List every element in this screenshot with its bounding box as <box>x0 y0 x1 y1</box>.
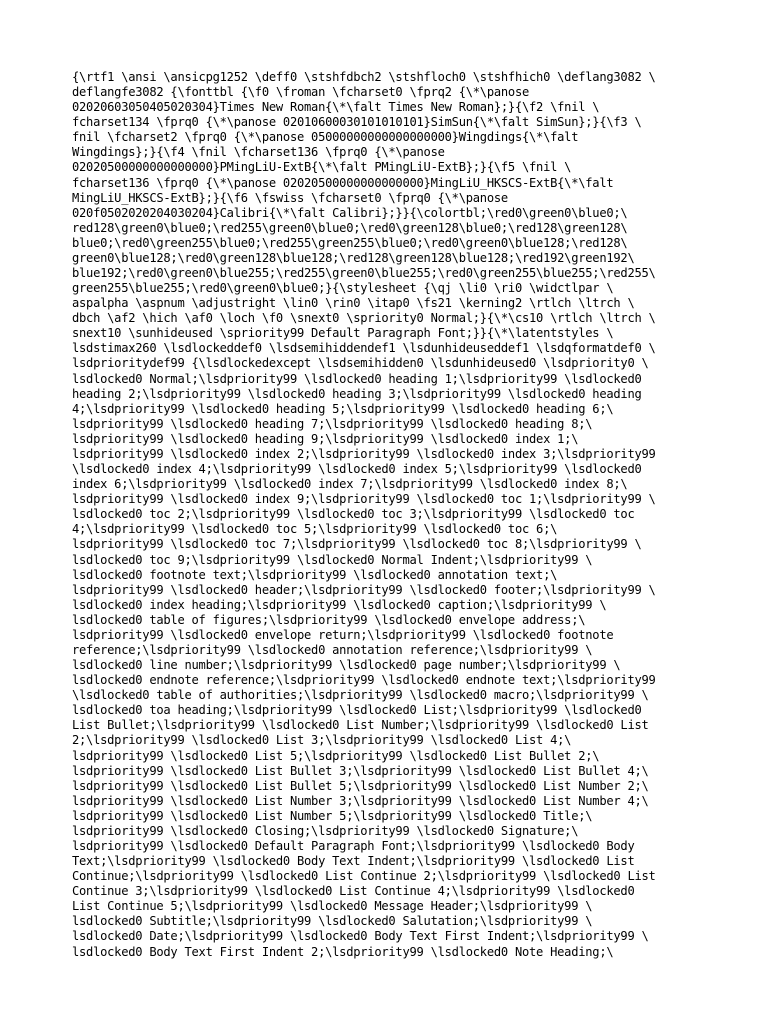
text-line: lsdpriority99 \lsdlocked0 index 9;\lsdpriority99 \lsdlocked0 toc 1;\lsdpriority99 \ <box>72 492 656 507</box>
text-line: lsdlocked0 toc 2;\lsdpriority99 \lsdlocked0 toc 3;\lsdpriority99 \lsdlocked0 toc <box>72 507 635 522</box>
text-line: lsdpriority99 \lsdlocked0 Default Paragraph Font;\lsdpriority99 \lsdlocked0 Body <box>72 838 635 853</box>
text-line: lsdpriority99 \lsdlocked0 Closing;\lsdpriority99 \lsdlocked0 Signature;\ <box>72 823 579 838</box>
text-line: lsdprioritydef99 {\lsdlockedexcept \lsdsemihidden0 \lsdunhideused0 \lsdpriority0 \ <box>72 356 649 371</box>
text-line: 02020500000000000000}PMingLiU-ExtB{\*\falt PMingLiU-ExtB};}{\f5 \fnil \ <box>72 160 572 175</box>
text-line: deflangfe3082 {\fonttbl {\f0 \froman \fcharset0 \fprq2 {\*\panose <box>72 85 530 100</box>
text-line: Text;\lsdpriority99 \lsdlocked0 Body Text Indent;\lsdpriority99 \lsdlocked0 List <box>72 854 635 869</box>
text-line: lsdlocked0 index heading;\lsdpriority99 \lsdlocked0 caption;\lsdpriority99 \ <box>72 597 607 612</box>
text-line: lsdstimax260 \lsdlockeddef0 \lsdsemihiddendef1 \lsdunhideuseddef1 \lsdqformatdef0 \ <box>72 341 656 356</box>
text-line: dbch \af2 \hich \af0 \loch \f0 \snext0 \spriority0 Normal;}{\*\cs10 \rtlch \ltrch \ <box>72 311 656 326</box>
text-line: lsdpriority99 \lsdlocked0 toc 7;\lsdpriority99 \lsdlocked0 toc 8;\lsdpriority99 \ <box>72 537 642 552</box>
text-line: reference;\lsdpriority99 \lsdlocked0 annotation reference;\lsdpriority99 \ <box>72 642 593 657</box>
text-line: 4;\lsdpriority99 \lsdlocked0 heading 5;\lsdpriority99 \lsdlocked0 heading 6;\ <box>72 401 614 416</box>
text-line: lsdpriority99 \lsdlocked0 envelope return;\lsdpriority99 \lsdlocked0 footnote <box>72 627 614 642</box>
text-line: lsdlocked0 Subtitle;\lsdpriority99 \lsdlocked0 Salutation;\lsdpriority99 \ <box>72 914 593 929</box>
text-line: Wingdings};}{\f4 \fnil \fcharset136 \fprq0 {\*\panose <box>72 145 445 160</box>
text-line: lsdlocked0 table of figures;\lsdpriority99 \lsdlocked0 envelope address;\ <box>72 612 586 627</box>
text-line: 020f0502020204030204}Calibri{\*\falt Calibri};}}{\colortbl;\red0\green0\blue0;\ <box>72 205 628 220</box>
text-line: lsdpriority99 \lsdlocked0 List 5;\lsdpriority99 \lsdlocked0 List Bullet 2;\ <box>72 748 600 763</box>
text-line: index 6;\lsdpriority99 \lsdlocked0 index 7;\lsdpriority99 \lsdlocked0 index 8;\ <box>72 477 628 492</box>
text-line: lsdpriority99 \lsdlocked0 List Number 3;\lsdpriority99 \lsdlocked0 List Number 4;\ <box>72 793 649 808</box>
text-line: lsdlocked0 line number;\lsdpriority99 \lsdlocked0 page number;\lsdpriority99 \ <box>72 658 621 673</box>
text-line: 2;\lsdpriority99 \lsdlocked0 List 3;\lsdpriority99 \lsdlocked0 List 4;\ <box>72 733 572 748</box>
text-line: blue192;\red0\green0\blue255;\red255\green0\blue255;\red0\green255\blue255;\red255\ <box>72 266 656 281</box>
text-line: heading 2;\lsdpriority99 \lsdlocked0 heading 3;\lsdpriority99 \lsdlocked0 heading <box>72 386 642 401</box>
text-line: green255\blue255;\red0\green0\blue0;}{\stylesheet {\qj \li0 \ri0 \widctlpar \ <box>72 281 614 296</box>
text-line: fcharset136 \fprq0 {\*\panose 02020500000000000000}MingLiU_HKSCS-ExtB{\*\falt <box>72 175 614 190</box>
text-line: lsdlocked0 endnote reference;\lsdpriority99 \lsdlocked0 endnote text;\lsdpriority99 <box>72 673 656 688</box>
text-line: lsdpriority99 \lsdlocked0 heading 9;\lsdpriority99 \lsdlocked0 index 1;\ <box>72 431 579 446</box>
text-line: aspalpha \aspnum \adjustright \lin0 \rin0 \itap0 \fs21 \kerning2 \rtlch \ltrch \ <box>72 296 635 311</box>
text-line: blue0;\red0\green255\blue0;\red255\green255\blue0;\red0\green0\blue128;\red128\ <box>72 235 628 250</box>
text-line: lsdlocked0 footnote text;\lsdpriority99 \lsdlocked0 annotation text;\ <box>72 567 558 582</box>
text-line: fcharset134 \fprq0 {\*\panose 02010600030101010101}SimSun{\*\falt SimSun};}{\f3 \ <box>72 115 642 130</box>
text-line: lsdpriority99 \lsdlocked0 List Number 5;\lsdpriority99 \lsdlocked0 Title;\ <box>72 808 593 823</box>
text-line: lsdlocked0 Normal;\lsdpriority99 \lsdlocked0 heading 1;\lsdpriority99 \lsdlocked0 <box>72 371 642 386</box>
text-line: MingLiU_HKSCS-ExtB};}{\f6 \fswiss \fcharset0 \fprq0 {\*\panose <box>72 190 508 205</box>
document-page <box>72 70 702 960</box>
text-line: red128\green0\blue0;\red255\green0\blue0;\red0\green128\blue0;\red128\green128\ <box>72 220 628 235</box>
text-line: lsdlocked0 toc 9;\lsdpriority99 \lsdlocked0 Normal Indent;\lsdpriority99 \ <box>72 552 593 567</box>
text-line: lsdpriority99 \lsdlocked0 heading 7;\lsdpriority99 \lsdlocked0 heading 8;\ <box>72 416 593 431</box>
text-line: Continue 3;\lsdpriority99 \lsdlocked0 List Continue 4;\lsdpriority99 \lsdlocked0 <box>72 884 635 899</box>
text-line: green0\blue128;\red0\green128\blue128;\red128\green128\blue128;\red192\green192\ <box>72 250 635 265</box>
text-line: lsdpriority99 \lsdlocked0 header;\lsdpriority99 \lsdlocked0 footer;\lsdpriority99 \ <box>72 582 656 597</box>
text-line: snext10 \sunhideused \spriority99 Default Paragraph Font;}}{\*\latentstyles \ <box>72 326 614 341</box>
text-line: lsdlocked0 toa heading;\lsdpriority99 \lsdlocked0 List;\lsdpriority99 \lsdlocked0 <box>72 703 642 718</box>
text-line: lsdlocked0 Body Text First Indent 2;\lsdpriority99 \lsdlocked0 Note Heading;\ <box>72 944 614 959</box>
text-line: List Bullet;\lsdpriority99 \lsdlocked0 List Number;\lsdpriority99 \lsdlocked0 List <box>72 718 649 733</box>
text-line: lsdlocked0 Date;\lsdpriority99 \lsdlocked0 Body Text First Indent;\lsdpriority99 \ <box>72 929 649 944</box>
rtf-source-text <box>72 70 702 960</box>
text-line: {\rtf1 \ansi \ansicpg1252 \deff0 \stshfdbch2 \stshfloch0 \stshfhich0 \deflang3082 \ <box>72 70 656 84</box>
text-line: lsdpriority99 \lsdlocked0 index 2;\lsdpriority99 \lsdlocked0 index 3;\lsdpriority99 <box>72 446 656 461</box>
text-line: \lsdlocked0 table of authorities;\lsdpriority99 \lsdlocked0 macro;\lsdpriority99 \ <box>72 688 649 703</box>
text-line: \lsdlocked0 index 4;\lsdpriority99 \lsdlocked0 index 5;\lsdpriority99 \lsdlocked0 <box>72 462 642 477</box>
text-line: Continue;\lsdpriority99 \lsdlocked0 List Continue 2;\lsdpriority99 \lsdlocked0 List <box>72 869 656 884</box>
text-line: lsdpriority99 \lsdlocked0 List Bullet 5;\lsdpriority99 \lsdlocked0 List Number 2;\ <box>72 778 649 793</box>
text-line: fnil \fcharset2 \fprq0 {\*\panose 05000000000000000000}Wingdings{\*\falt <box>72 130 579 145</box>
text-line: 02020603050405020304}Times New Roman{\*\falt Times New Roman};}{\f2 \fnil \ <box>72 100 600 115</box>
text-line: 4;\lsdpriority99 \lsdlocked0 toc 5;\lsdpriority99 \lsdlocked0 toc 6;\ <box>72 522 558 537</box>
text-line: List Continue 5;\lsdpriority99 \lsdlocked0 Message Header;\lsdpriority99 \ <box>72 899 593 914</box>
text-line: lsdpriority99 \lsdlocked0 List Bullet 3;\lsdpriority99 \lsdlocked0 List Bullet 4;\ <box>72 763 649 778</box>
